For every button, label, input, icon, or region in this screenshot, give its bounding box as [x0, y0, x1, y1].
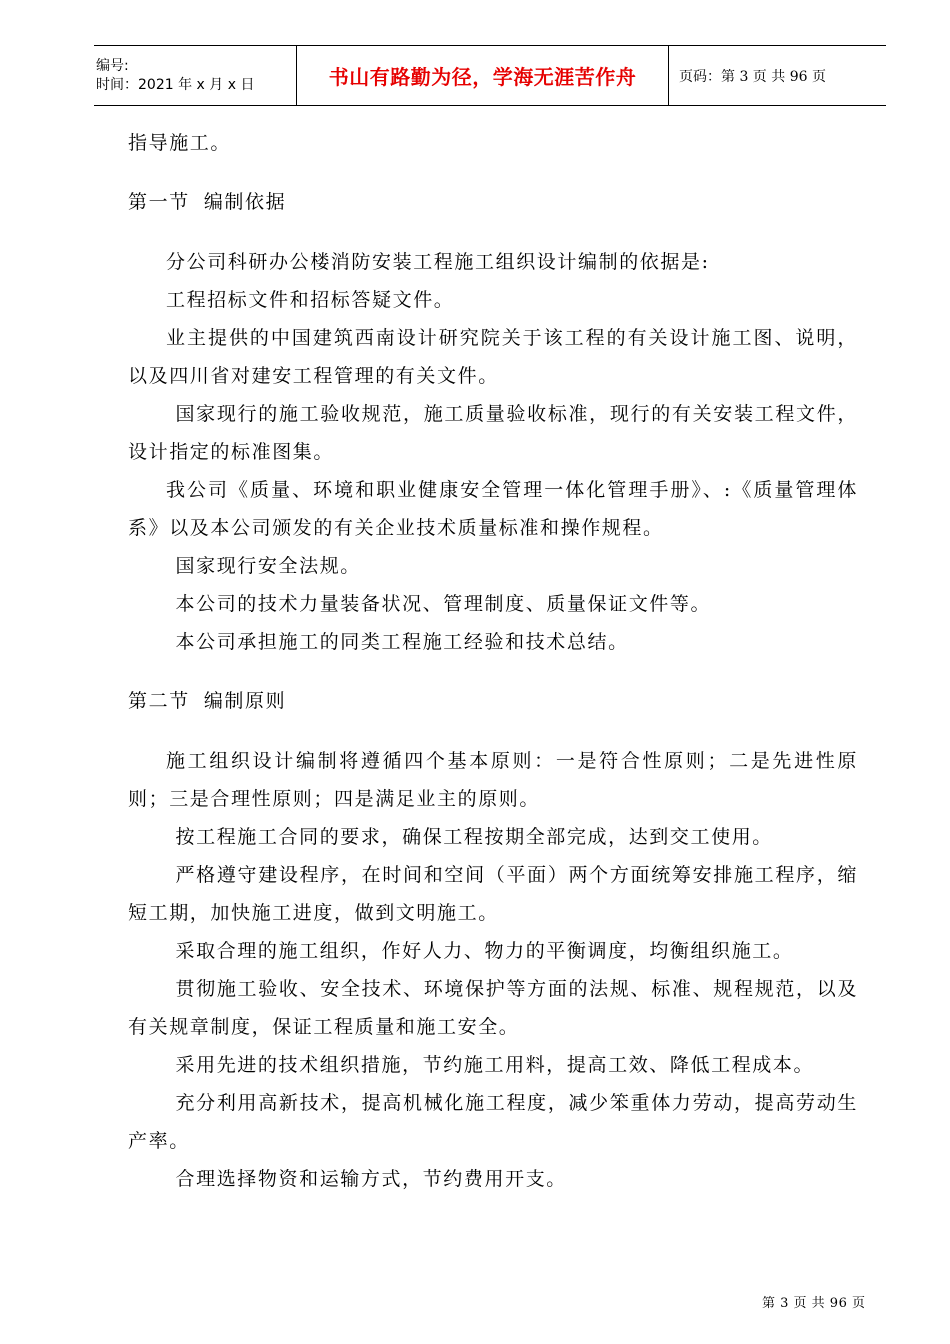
- header-page-cell: [669, 46, 886, 105]
- paragraph: 施工组织设计编制将遵循四个基本原则：一是符合性原则；二是先进性原则；三是合理性原则；四是满足业主的原则。: [128, 750, 858, 810]
- section-number: 第一节: [128, 191, 190, 213]
- paragraph: 国家现行安全法规。: [175, 555, 361, 577]
- page-header: [94, 45, 886, 106]
- document-body: [128, 124, 858, 1198]
- header-meta-cell: [94, 46, 297, 105]
- header-motto-cell: [297, 46, 669, 105]
- paragraph: 工程招标文件和招标答疑文件。: [166, 289, 455, 311]
- document-time-label: 时间：2021 年 x 月 x 日: [96, 76, 255, 93]
- section-heading-1: [128, 183, 858, 221]
- intro-fragment: 指导施工。: [128, 132, 232, 154]
- paragraph: 本公司的技术力量装备状况、管理制度、质量保证文件等。: [175, 593, 712, 615]
- paragraph: 充分利用高新技术，提高机械化施工程度，减少笨重体力劳动，提高劳动生产率。: [128, 1092, 858, 1152]
- paragraph: 按工程施工合同的要求，确保工程按期全部完成，达到交工使用。: [175, 826, 773, 848]
- paragraph: 业主提供的中国建筑西南设计研究院关于该工程的有关设计施工图、说明，以及四川省对建安工程管理的有关文件。: [128, 327, 858, 387]
- paragraph: 严格遵守建设程序，在时间和空间（平面）两个方面统筹安排施工程序，缩短工期，加快施工进度，做到文明施工。: [128, 864, 858, 924]
- footer-page-number: 第 3 页 共 96 页: [762, 1296, 866, 1311]
- document-number-label: 编号:: [96, 57, 129, 74]
- paragraph: 采用先进的技术组织措施，节约施工用料，提高工效、降低工程成本。: [175, 1054, 815, 1076]
- section-number: 第二节: [128, 690, 190, 712]
- paragraph: 分公司科研办公楼消防安装工程施工组织设计编制的依据是:: [166, 251, 710, 273]
- paragraph: 我公司《质量、环境和职业健康安全管理一体化管理手册》、:《质量管理体系》以及本公司颁发的有关企业技术质量标准和操作规程。: [128, 479, 858, 539]
- section-title: 编制原则: [203, 690, 287, 712]
- section-heading-2: [128, 682, 858, 720]
- paragraph: 国家现行的施工验收规范，施工质量验收标准，现行的有关安装工程文件，设计指定的标准图集。: [128, 403, 858, 463]
- paragraph: 贯彻施工验收、安全技术、环境保护等方面的法规、标准、规程规范，以及有关规章制度，保证工程质量和施工安全。: [128, 978, 858, 1038]
- header-motto: 书山有路勤为径，学海无涯苦作舟: [328, 65, 637, 89]
- paragraph: 本公司承担施工的同类工程施工经验和技术总结。: [175, 631, 629, 653]
- paragraph: 合理选择物资和运输方式，节约费用开支。: [175, 1168, 567, 1190]
- section-title: 编制依据: [203, 191, 287, 213]
- header-page-number: 页码：第 3 页 共 96 页: [679, 68, 826, 85]
- paragraph: 采取合理的施工组织，作好人力、物力的平衡调度，均衡组织施工。: [175, 940, 794, 962]
